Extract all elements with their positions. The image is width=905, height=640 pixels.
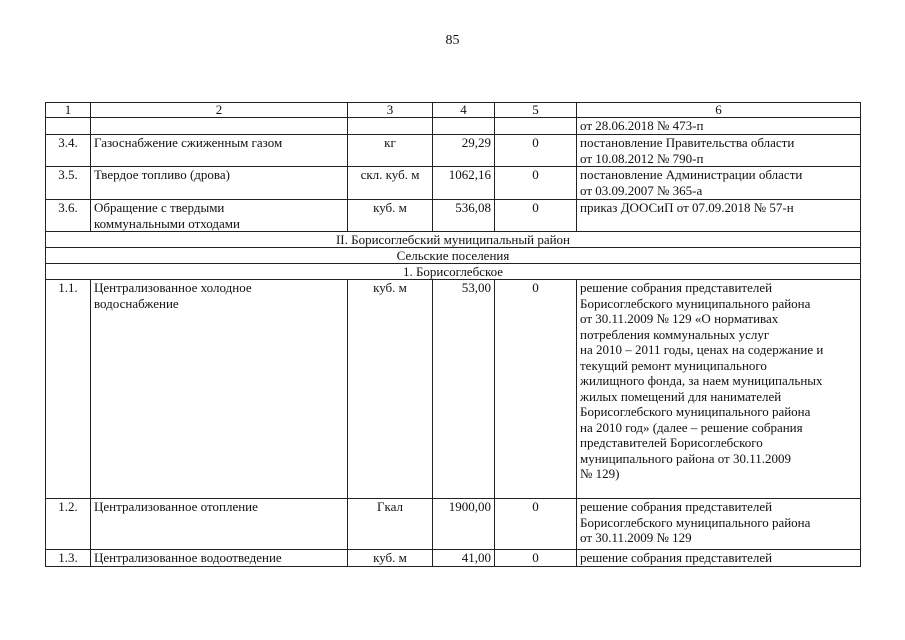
norm-value: 536,08: [433, 200, 495, 232]
table-row: [46, 118, 861, 135]
service-name: Обращение с твердыми коммунальными отходами: [91, 200, 348, 232]
row-number: 3.5.: [46, 167, 91, 200]
norms-table: [45, 102, 861, 567]
legal-document: приказ ДООСиП от 07.09.2018 № 57-н: [577, 200, 861, 232]
table-row: [46, 135, 861, 167]
service-name: Централизованное холодное водоснабжение: [91, 280, 348, 499]
column-header-3: 3: [348, 103, 433, 118]
table-row: [46, 167, 861, 200]
legal-document: от 28.06.2018 № 473-п: [577, 118, 861, 135]
norm-value: 29,29: [433, 135, 495, 167]
legal-document: постановление Администрации области от 03.09.2007 № 365-а: [577, 167, 861, 200]
service-name: Газоснабжение сжиженным газом: [91, 135, 348, 167]
column-header-4: 4: [433, 103, 495, 118]
unit-cell: Гкал: [348, 499, 433, 550]
header-row: [46, 103, 861, 118]
norm-value: 53,00: [433, 280, 495, 499]
section-title-district: II. Борисоглебский муниципальный район: [46, 232, 861, 248]
row-number: 3.4.: [46, 135, 91, 167]
unit-cell: скл. куб. м: [348, 167, 433, 200]
page-number: 85: [445, 33, 460, 48]
legal-document: решение собрания представителей Борисоглебского муниципального района от 30.11.2009 № 129: [577, 499, 861, 550]
norm-value: 1900,00: [433, 499, 495, 550]
legal-document: решение собрания представителей Борисоглебского муниципального района от 30.11.2009 № 129 «О нормативах потребления коммунальных услуг на 2010 – 2011 годы, ценах на содержание и текущий ремонт муниципального жилищного фонда, за наем муниципальных жилых помещений для нанимателей Борисоглебского муниципального района на 2010 год» (далее – решение собрания представителей Борисоглебского муниципального района от 30.11.2009 № 129): [577, 280, 861, 499]
row-number: 1.1.: [46, 280, 91, 499]
table-row: [46, 499, 861, 550]
table-row: [46, 280, 861, 499]
column-header-6: 6: [577, 103, 861, 118]
norm-value: 41,00: [433, 550, 495, 567]
unit-cell: куб. м: [348, 200, 433, 232]
zero-value: 0: [495, 280, 577, 499]
row-number: 3.6.: [46, 200, 91, 232]
service-name: Твердое топливо (дрова): [91, 167, 348, 200]
unit-cell: куб. м: [348, 550, 433, 567]
norm-value: [433, 118, 495, 135]
zero-value: 0: [495, 167, 577, 200]
row-number: 1.2.: [46, 499, 91, 550]
section-title-borisoglebskoe: 1. Борисоглебское: [46, 264, 861, 280]
zero-value: 0: [495, 550, 577, 567]
column-header-2: 2: [91, 103, 348, 118]
section-title-settlements: Сельские поселения: [46, 248, 861, 264]
zero-value: [495, 118, 577, 135]
service-name: [91, 118, 348, 135]
norm-value: 1062,16: [433, 167, 495, 200]
service-name: Централизованное отопление: [91, 499, 348, 550]
service-name: Централизованное водоотведение: [91, 550, 348, 567]
zero-value: 0: [495, 499, 577, 550]
section-row: [46, 248, 861, 264]
table-row: [46, 550, 861, 567]
unit-cell: куб. м: [348, 280, 433, 499]
zero-value: 0: [495, 200, 577, 232]
row-number: 1.3.: [46, 550, 91, 567]
unit-cell: [348, 118, 433, 135]
table-row: [46, 200, 861, 232]
column-header-5: 5: [495, 103, 577, 118]
section-row: [46, 264, 861, 280]
column-header-1: 1: [46, 103, 91, 118]
section-row: [46, 232, 861, 248]
legal-document: постановление Правительства области от 10.08.2012 № 790-п: [577, 135, 861, 167]
unit-cell: кг: [348, 135, 433, 167]
zero-value: 0: [495, 135, 577, 167]
row-number: [46, 118, 91, 135]
legal-document: решение собрания представителей: [577, 550, 861, 567]
